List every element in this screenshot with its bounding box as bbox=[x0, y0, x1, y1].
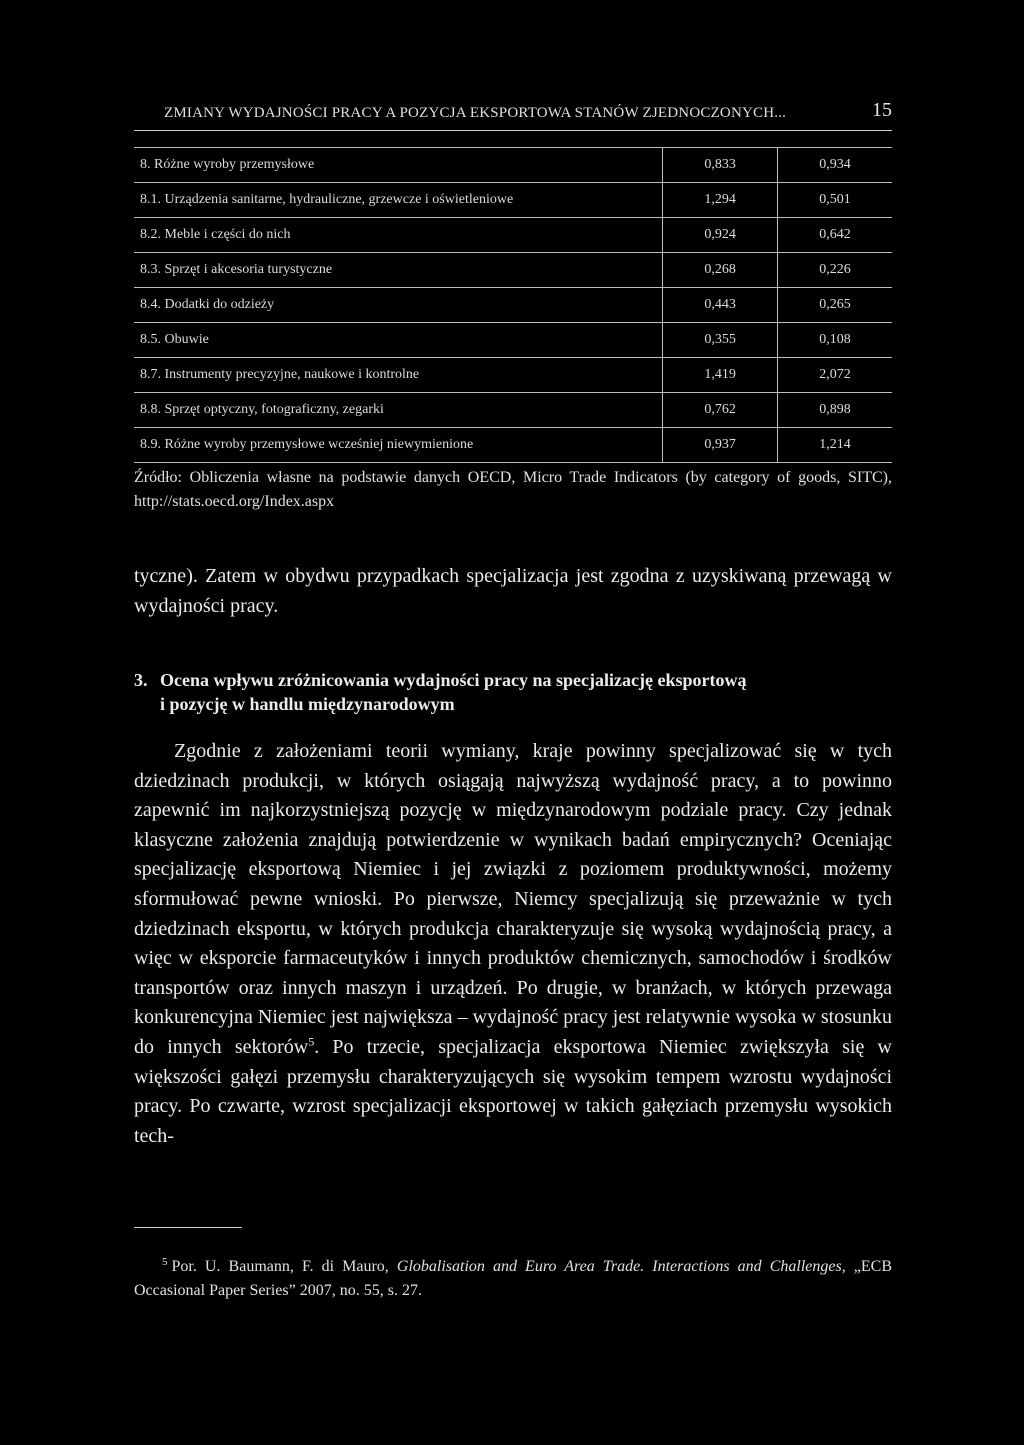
row-value-1: 0,762 bbox=[663, 393, 778, 428]
row-value-2: 0,108 bbox=[778, 323, 892, 358]
table-row bbox=[134, 323, 892, 358]
table-row bbox=[134, 288, 892, 323]
paragraph-text-continued: . Po trzecie, specjalizacja eksportowa Niemiec zwiększyła się w większości gałęzi przemysłu charakteryzujących się wysokim tempem wzrostu wydajności pracy. Po czwarte, wzrost specjalizacji eksportowej w takich gałęziach przemysłu wysokich tech- bbox=[134, 1035, 892, 1147]
section-title-line-1: Ocena wpływu zróżnicowania wydajności pracy na specjalizację eksportową bbox=[160, 670, 747, 690]
running-header-title: ZMIANY WYDAJNOŚCI PRACY A POZYCJA EKSPORTOWA STANÓW ZJEDNOCZONYCH... bbox=[164, 105, 787, 121]
table-row bbox=[134, 393, 892, 428]
table-row bbox=[134, 358, 892, 393]
table-row bbox=[134, 428, 892, 463]
body-paragraph bbox=[134, 737, 892, 1151]
footnote-title: Globalisation and Euro Area Trade. Interactions and Challenges bbox=[396, 1258, 842, 1275]
row-value-1: 0,833 bbox=[663, 148, 778, 183]
data-table bbox=[134, 147, 892, 463]
row-value-1: 0,937 bbox=[663, 428, 778, 463]
row-value-2: 1,214 bbox=[778, 428, 892, 463]
row-value-2: 0,265 bbox=[778, 288, 892, 323]
row-value-2: 2,072 bbox=[778, 358, 892, 393]
row-value-1: 1,419 bbox=[663, 358, 778, 393]
table-row bbox=[134, 148, 892, 183]
table-row bbox=[134, 218, 892, 253]
page-number: 15 bbox=[872, 99, 892, 121]
paragraph-text: Zgodnie z założeniami teorii wymiany, kraje powinny specjalizować się w tych dziedzinach produkcji, w których osiągają najwyższą wydajność pracy, a to powinno zapewnić im najkorzystniejszą pozycję w międzynarodowym podziale pracy. Czy jednak klasyczne założenia znajdują potwierdzenie w wynikach badań empirycznych? Oceniając specjalizację eksportową Niemiec i jej związki z poziomem produktywności, możemy sformułować pewne wnioski. Po pierwsze, Niemcy specjalizują się przeważnie w tych dziedzinach eksportu, w których produkcja charakteryzuje się wysoką wydajnością pracy, a więc w eksporcie farmaceutyków i innych produktów chemicznych, samochodów i środków transportów oraz innych maszyn i urządzeń. Po drugie, w branżach, w których przewaga konkurencyjna Niemiec jest największa – wydajność pracy jest relatywnie wysoka w stosunku do innych sektorów bbox=[134, 740, 892, 1058]
row-label: 8.9. Różne wyroby przemysłowe wcześniej niewymienione bbox=[134, 428, 663, 463]
footnote-authors: Por. U. Baumann, F. di Mauro, bbox=[171, 1258, 397, 1275]
row-value-1: 0,443 bbox=[663, 288, 778, 323]
row-label: 8.7. Instrumenty precyzyjne, naukowe i kontrolne bbox=[134, 358, 663, 393]
row-label: 8.4. Dodatki do odzieży bbox=[134, 288, 663, 323]
section-number: 3. bbox=[134, 670, 148, 690]
row-label: 8.2. Meble i części do nich bbox=[134, 218, 663, 253]
section-title-line-2: i pozycję w handlu międzynarodowym bbox=[160, 694, 455, 714]
row-label: 8.8. Sprzęt optyczny, fotograficzny, zegarki bbox=[134, 393, 663, 428]
row-value-1: 0,268 bbox=[663, 253, 778, 288]
footnote-rest: , „ECB Occasional Paper Series” 2007, no. 55, s. 27. bbox=[134, 1258, 892, 1299]
row-value-2: 0,226 bbox=[778, 253, 892, 288]
running-header bbox=[134, 99, 892, 131]
row-value-1: 1,294 bbox=[663, 183, 778, 218]
paragraph-continuation: tyczne). Zatem w obydwu przypadkach specjalizacja jest zgodna z uzyskiwaną przewagą w wydajności pracy. bbox=[134, 565, 892, 617]
table-row bbox=[134, 183, 892, 218]
row-value-2: 0,501 bbox=[778, 183, 892, 218]
table-source-note: Źródło: Obliczenia własne na podstawie danych OECD, Micro Trade Indicators (by category of goods, SITC), http://stats.oecd.org/Index.aspx bbox=[134, 469, 892, 510]
row-value-2: 0,642 bbox=[778, 218, 892, 253]
row-label: 8.3. Sprzęt i akcesoria turystyczne bbox=[134, 253, 663, 288]
row-value-1: 0,355 bbox=[663, 323, 778, 358]
footnote-divider bbox=[134, 1227, 242, 1228]
row-label: 8. Różne wyroby przemysłowe bbox=[134, 148, 663, 183]
table-row bbox=[134, 253, 892, 288]
footnote-reference[interactable]: 5 bbox=[308, 1034, 315, 1049]
row-value-2: 0,898 bbox=[778, 393, 892, 428]
row-value-2: 0,934 bbox=[778, 148, 892, 183]
section-heading bbox=[134, 668, 892, 716]
footnote-mark: 5 bbox=[162, 1255, 168, 1268]
row-label: 8.5. Obuwie bbox=[134, 323, 663, 358]
footnote bbox=[134, 1255, 892, 1303]
row-label: 8.1. Urządzenia sanitarne, hydrauliczne, grzewcze i oświetleniowe bbox=[134, 183, 663, 218]
row-value-1: 0,924 bbox=[663, 218, 778, 253]
